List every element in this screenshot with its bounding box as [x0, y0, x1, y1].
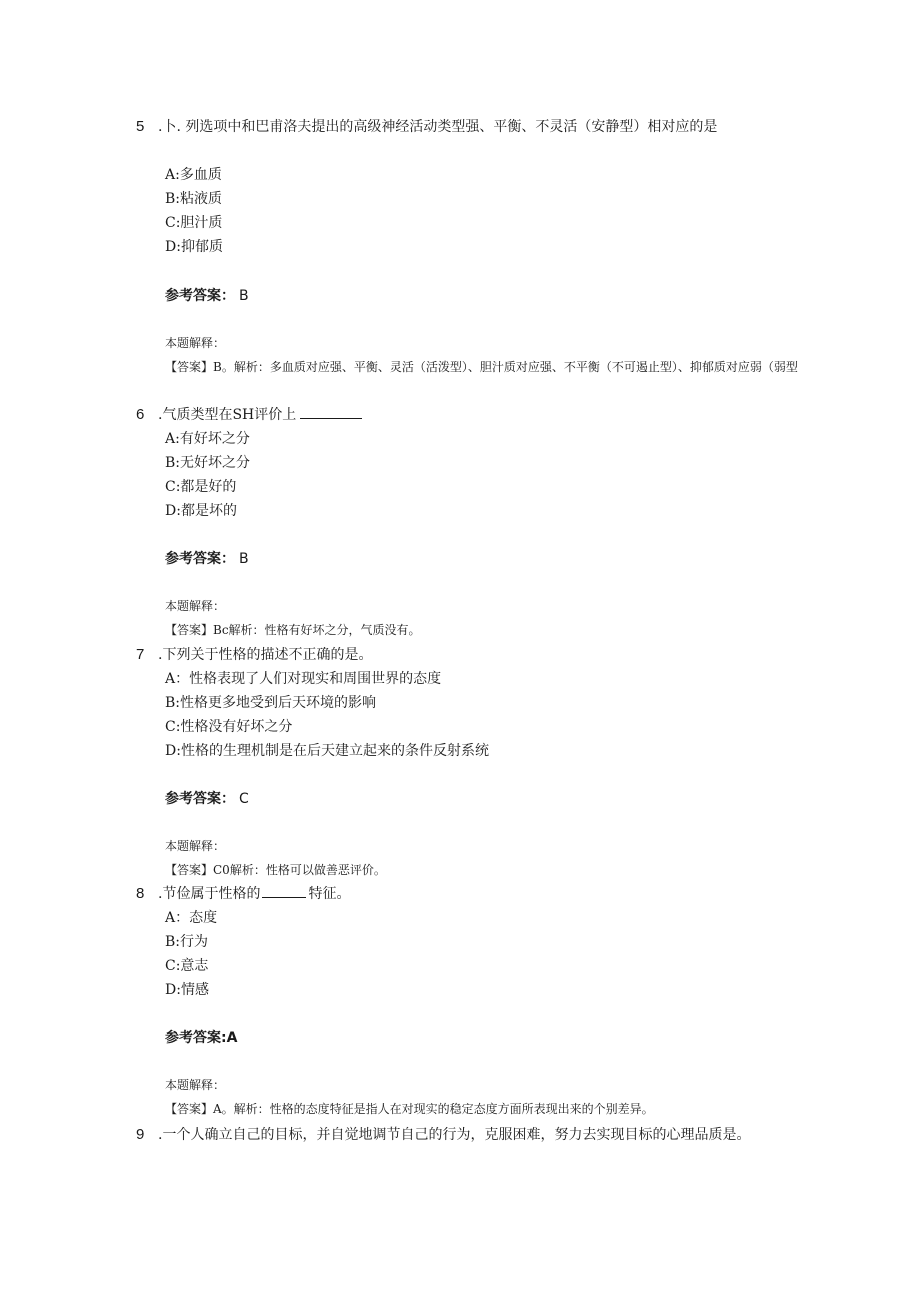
- option-b: B:无好坏之分: [165, 455, 251, 471]
- question-text: .卜. 列选项中和巴甫洛夫提出的高级神经活动类型强、平衡、不灵活（安静型）相对应的是: [158, 119, 718, 135]
- answer-label: 参考答案：: [165, 791, 235, 807]
- explanation-label: 本题解释：: [165, 1078, 226, 1092]
- question-text-end: 特征。: [308, 886, 351, 902]
- answer-label: 参考答案:: [165, 1030, 227, 1046]
- option-c: C:意志: [165, 958, 209, 974]
- explanation-label: 本题解释：: [165, 839, 226, 853]
- fill-in-blank: [262, 885, 306, 898]
- question-text: .一个人确立自己的目标，并自觉地调节自己的行为，克服困难，努力去实现目标的心理品质是。: [158, 1127, 751, 1143]
- answer-value: B: [239, 551, 249, 567]
- option-c: C:都是好的: [165, 479, 237, 495]
- explanation-text: 【答案】A。解析：性格的态度特征是指人在对现实的稳定态度方面所表现出来的个别差异。: [165, 1102, 654, 1116]
- explanation-label: 本题解释：: [165, 336, 226, 350]
- reference-answer: [165, 1028, 237, 1048]
- option-d: D:都是坏的: [165, 503, 237, 519]
- option-d: D:性格的生理机制是在后天建立起来的条件反射系统: [165, 743, 489, 759]
- question-number: 8: [136, 885, 145, 902]
- option-c: C:性格没有好坏之分: [165, 719, 293, 735]
- explanation-text: 【答案】B。解析：多血质对应强、平衡、灵活（活泼型）、胆汁质对应强、不平衡（不可遏止型）、抑郁质对应弱（弱型: [165, 360, 798, 374]
- question-text-start: .节俭属于性格的: [158, 886, 261, 902]
- question-number: 5: [136, 118, 145, 135]
- answer-value: C: [239, 791, 249, 807]
- option-a: A：态度: [165, 910, 218, 926]
- option-b: B:行为: [165, 934, 209, 950]
- explanation-text: 【答案】C0解析：性格可以做善恶评价。: [165, 863, 386, 877]
- answer-label: 参考答案：: [165, 551, 235, 567]
- option-d: D:情感: [165, 982, 209, 998]
- question-number: 9: [136, 1126, 145, 1143]
- option-a: A：性格表现了人们对现实和周围世界的态度: [165, 671, 442, 687]
- reference-answer: [165, 549, 249, 569]
- reference-answer: [165, 286, 249, 306]
- option-b: B:粘液质: [165, 191, 223, 207]
- question-text: [158, 405, 362, 425]
- option-a: A:多血质: [165, 167, 222, 183]
- question-text-start: .气质类型在SH评价上: [158, 407, 297, 423]
- fill-in-blank: [300, 406, 362, 419]
- explanation-text: 【答案】Bc解析：性格有好坏之分，气质没有。: [165, 623, 421, 637]
- answer-value: B: [239, 288, 249, 304]
- option-a: A:有好坏之分: [165, 431, 250, 447]
- question-text: .下列关于性格的描述不正确的是。: [158, 647, 373, 663]
- option-c: C:胆汁质: [165, 215, 223, 231]
- option-b: B:性格更多地受到后天环境的影响: [165, 695, 377, 711]
- reference-answer: [165, 789, 249, 809]
- question-number: 7: [136, 646, 145, 663]
- answer-value: A: [226, 1030, 238, 1046]
- answer-label: 参考答案：: [165, 288, 235, 304]
- option-d: D:抑郁质: [165, 239, 223, 255]
- question-number: 6: [136, 406, 145, 423]
- question-text: [158, 884, 350, 904]
- explanation-label: 本题解释：: [165, 599, 226, 613]
